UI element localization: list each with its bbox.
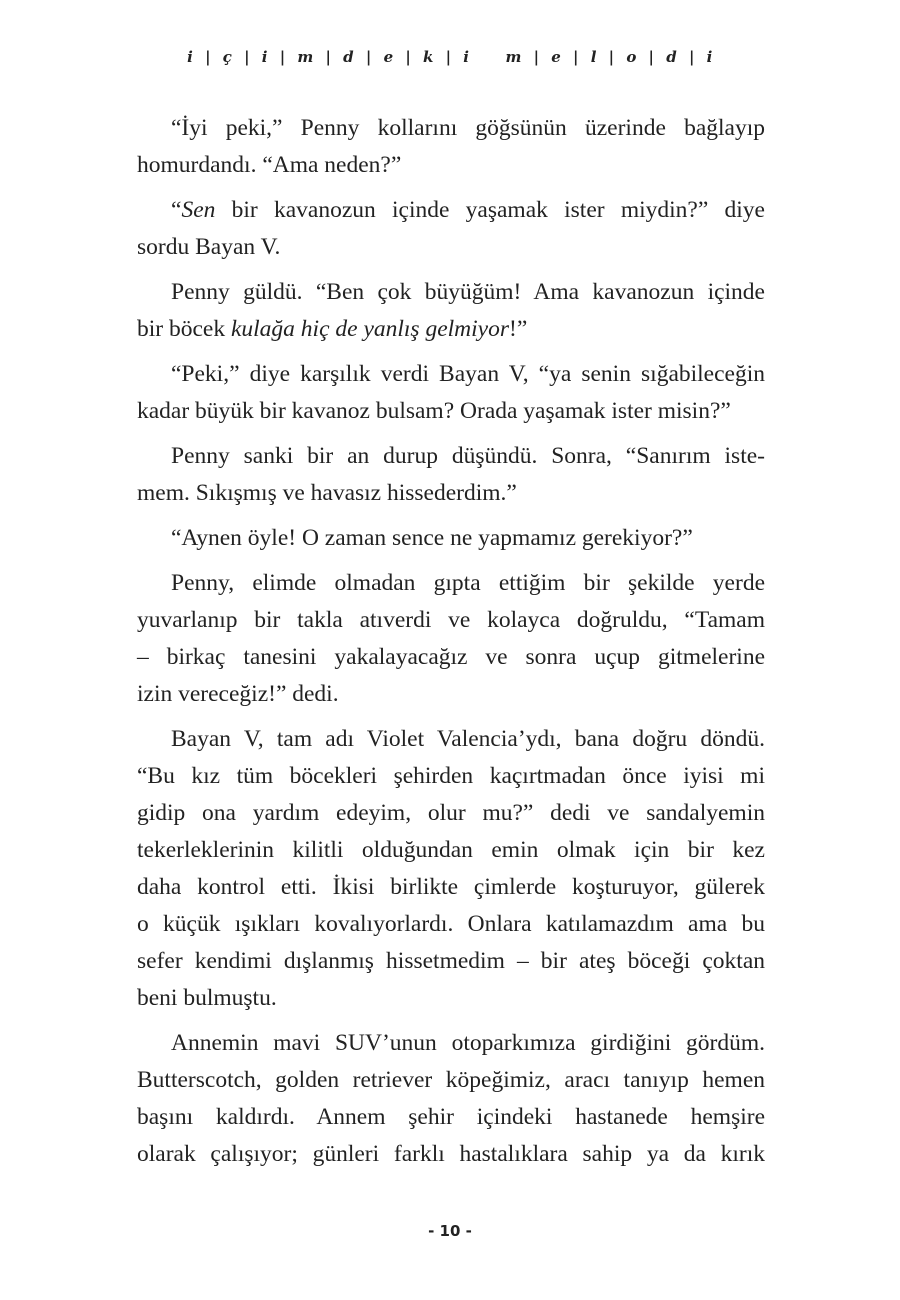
text-span: “Bu kız tüm böcekleri şehirden kaçırtmadan önce iyisi mi xyxy=(137,763,765,789)
text-line xyxy=(137,438,765,475)
text-line xyxy=(137,311,765,348)
text-line xyxy=(137,602,765,639)
paragraph xyxy=(137,274,765,348)
text-line xyxy=(137,393,765,430)
text-line xyxy=(137,758,765,795)
text-span: o küçük ışıkları kovalıyorlardı. Onlara katılamazdım ama bu xyxy=(137,911,765,937)
text-line xyxy=(137,520,765,557)
text-span: bir böcek xyxy=(137,316,231,342)
text-line xyxy=(137,869,765,906)
running-head xyxy=(0,48,900,66)
text-span: “Aynen öyle! O zaman sence ne yapmamız gerekiyor?” xyxy=(171,525,693,551)
text-line xyxy=(137,1136,765,1173)
text-line xyxy=(137,147,765,184)
text-span: Penny güldü. “Ben çok büyüğüm! Ama kavanozun içinde xyxy=(171,279,765,305)
text-span: Butterscotch, golden retriever köpeğimiz, aracı tanıyıp hemen xyxy=(137,1067,765,1093)
text-line xyxy=(137,192,765,229)
paragraph xyxy=(137,110,765,184)
text-span: mem. Sıkışmış ve havasız hissederdim.” xyxy=(137,480,517,506)
text-span: sordu Bayan V. xyxy=(137,234,281,260)
text-line xyxy=(137,639,765,676)
text-span: “Peki,” diye karşılık verdi Bayan V, “ya senin sığabileceğin xyxy=(171,361,765,387)
text-span: Penny sanki bir an durup düşündü. Sonra, “Sanırım iste- xyxy=(171,443,765,469)
text-span: tekerleklerinin kilitli olduğundan emin olmak için bir kez xyxy=(137,837,765,863)
text-line xyxy=(137,475,765,512)
text-span: daha kontrol etti. İkisi birlikte çimlerde koşturuyor, gülerek xyxy=(137,874,765,900)
text-span: gidip ona yardım edeyim, olur mu?” dedi ve sandalyemin xyxy=(137,800,765,826)
paragraph xyxy=(137,1025,765,1173)
page-number: - 10 - xyxy=(428,1222,472,1240)
paragraph xyxy=(137,520,765,557)
body-text xyxy=(137,110,765,1181)
paragraph xyxy=(137,721,765,1017)
paragraph xyxy=(137,192,765,266)
text-line xyxy=(137,832,765,869)
text-line xyxy=(137,1099,765,1136)
text-line xyxy=(137,110,765,147)
text-line xyxy=(137,356,765,393)
text-span: olarak çalışıyor; günleri farklı hastalıklara sahip ya da kırık xyxy=(137,1141,765,1167)
text-line xyxy=(137,795,765,832)
text-span: başını kaldırdı. Annem şehir içindeki hastanede hemşire xyxy=(137,1104,765,1130)
text-span: Annemin mavi SUV’unun otoparkımıza girdiğini gördüm. xyxy=(171,1030,765,1056)
text-span: !” xyxy=(509,316,528,342)
text-span: Penny, elimde olmadan gıpta ettiğim bir şekilde yerde xyxy=(171,570,765,596)
text-span: beni bulmuştu. xyxy=(137,985,277,1011)
text-span: Bayan V, tam adı Violet Valencia’ydı, bana doğru döndü. xyxy=(171,726,765,752)
text-line xyxy=(137,980,765,1017)
text-line xyxy=(137,943,765,980)
text-line xyxy=(137,274,765,311)
text-span: kadar büyük bir kavanoz bulsam? Orada yaşamak ister misin?” xyxy=(137,398,731,424)
text-line xyxy=(137,229,765,266)
text-line xyxy=(137,676,765,713)
paragraph xyxy=(137,565,765,713)
text-span: “İyi peki,” Penny kollarını göğsünün üzerinde bağlayıp xyxy=(171,115,765,141)
text-line xyxy=(137,1025,765,1062)
text-line xyxy=(137,906,765,943)
text-span: “ xyxy=(171,197,182,223)
text-span: – birkaç tanesini yakalayacağız ve sonra uçup gitmelerine xyxy=(137,644,765,670)
text-span: yuvarlanıp bir takla atıverdi ve kolayca doğruldu, “Tamam xyxy=(137,607,765,633)
running-head-left: i | ç | i | m | d | e | k | i xyxy=(187,48,470,66)
text-line xyxy=(137,1062,765,1099)
text-line xyxy=(137,565,765,602)
paragraph xyxy=(137,356,765,430)
text-span: bir kavanozun içinde yaşamak ister miydin?” diye xyxy=(215,197,765,223)
italic-span: kulağa hiç de yanlış gelmiyor xyxy=(230,316,509,342)
text-span: homurdandı. “Ama neden?” xyxy=(137,152,402,178)
paragraph xyxy=(137,438,765,512)
text-span: izin vereceğiz!” dedi. xyxy=(137,681,339,707)
text-line xyxy=(137,721,765,758)
running-head-right: m | e | l | o | d | i xyxy=(505,48,713,66)
text-span: sefer kendimi dışlanmış hissetmedim – bir ateş böceği çoktan xyxy=(137,948,765,974)
italic-span: Sen xyxy=(181,197,216,223)
